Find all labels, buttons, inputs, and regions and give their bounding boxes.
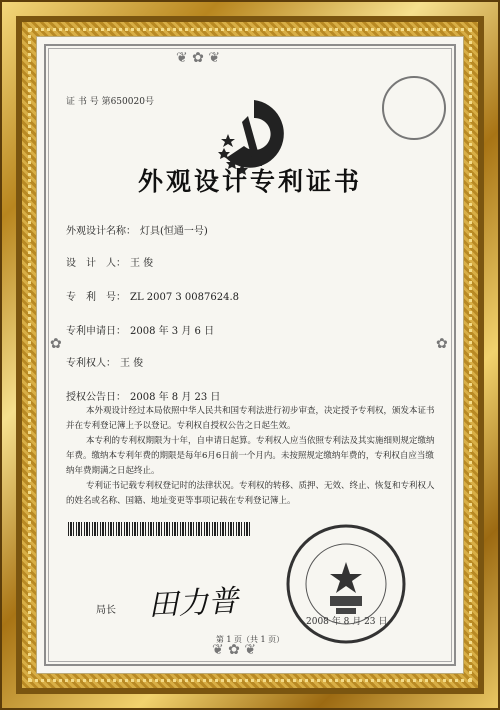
certificate-body	[66, 404, 436, 509]
page-footer: 第 1 页（共 1 页）	[215, 635, 285, 644]
body-paragraph: 本专利的专利权期限为十年，自申请日起算。专利权人应当依照专利法及其实施细则规定缴纳年费。缴纳本专利年费的期限是每年6月6日前一个月内。未按照规定缴纳年费的，专利权自应当缴纳年费期满之日起终止。	[66, 436, 435, 476]
field-designer: 设 计 人： 王 俊	[66, 258, 154, 269]
field-design-name: 外观设计名称： 灯具(恒通一号)	[66, 226, 208, 237]
director-signature: 田力普	[147, 583, 240, 624]
seal-date: 2008 年 8 月 23 日	[306, 617, 388, 627]
director-label: 局长	[96, 605, 116, 616]
field-application-date: 专利申请日： 2008 年 3 月 6 日	[66, 326, 215, 337]
official-seal-icon	[284, 522, 408, 646]
certificate-paper	[36, 36, 464, 674]
bottom-ornament-icon: ❦ ✿ ❦	[212, 642, 257, 658]
right-ornament-icon: ✿	[436, 336, 448, 352]
barcode	[68, 522, 252, 536]
field-patent-number: 专 利 号： ZL 2007 3 0087624.8	[66, 292, 240, 303]
small-red-seal	[382, 76, 446, 140]
certificate-number: 证 书 号 第650020号	[66, 97, 154, 107]
left-ornament-icon: ✿	[50, 336, 62, 352]
body-paragraph: 本外观设计经过本局依照中华人民共和国专利法进行初步审查，决定授予专利权，颁发本证书并在专利登记簿上予以登记。专利权自授权公告之日起生效。	[66, 406, 435, 431]
certificate-title: 外观设计专利证书	[137, 167, 362, 196]
field-grant-date: 授权公告日： 2008 年 8 月 23 日	[66, 392, 221, 403]
body-paragraph: 专利证书记载专利权登记时的法律状况。专利权的转移、质押、无效、终止、恢复和专利权人的姓名或名称、国籍、地址变更等事项记载在专利登记簿上。	[66, 481, 435, 506]
field-patentee: 专利权人： 王 俊	[66, 358, 144, 369]
top-ornament-icon: ❦ ✿ ❦	[176, 50, 221, 66]
